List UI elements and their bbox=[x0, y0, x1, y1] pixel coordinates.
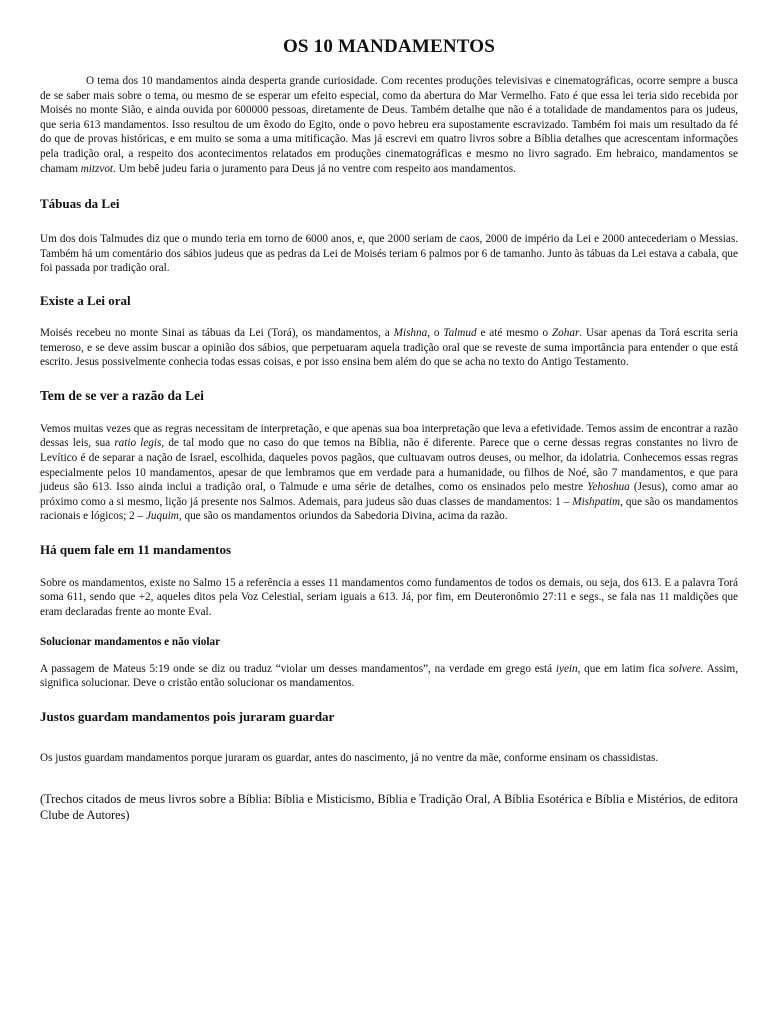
lei-oral-italic-mishna: Mishna bbox=[393, 326, 428, 339]
heading-justos-guardam: Justos guardam mandamentos pois juraram guardar bbox=[40, 708, 335, 724]
razao-text-5: , que são os mandamentos oriundos da Sabedoria Divina, acima da razão. bbox=[178, 510, 508, 523]
heading-solucionar-mandamentos: Solucionar mandamentos e não violar bbox=[40, 635, 221, 648]
document-title: OS 10 MANDAMENTOS bbox=[282, 36, 496, 57]
document-page bbox=[40, 36, 738, 823]
razao-text-4: , que são os mandamentos racionais e lógicos; 2 – bbox=[40, 495, 738, 523]
paragraph-lei-oral bbox=[40, 326, 738, 370]
paragraph-justos-guardam: Os justos guardam mandamentos porque juraram os guardar, antes do nascimento, já no ventre da mãe, conforme ensinam os chassidistas. bbox=[40, 751, 659, 764]
lei-oral-text-1: Moisés recebeu no monte Sinai as tábuas da Lei (Torá), os mandamentos, a bbox=[40, 326, 394, 339]
razao-text-1: Vemos muitas vezes que as regras necessitam de interpretação, e que apenas sua boa interpretação que leva a efetividade. Temos assim de encontrar a razão dessas leis, sua bbox=[40, 422, 738, 450]
heading-tabuas-da-lei: Tábuas da Lei bbox=[40, 196, 120, 212]
intro-text-1: O tema dos 10 mandamentos ainda desperta grande curiosidade. Com recentes produções televisivas e cinematográficas, ocorre sempre a busca de se saber mais sobre o tema, ou mesmo de se esperar um efeito especial, como da abertura do Mar Vermelho. Fato é que essa lei teria sido recebida por Moisés no monte Sião, e ainda ouvida por 600000 pessoas, diretamente de Deus. Também detalhe que não é a totalidade de mandamentos para os judeus, que seria 613 mandamentos. Isso resultou de um êxodo do Egito, onde o povo hebreu era supostamente escravizado. Também foi mais um resultado da fé do que de provas históricas, e em muito se soma a uma mitificação. Mas já escrevi em quatro livros sobre a Bíblia detalhes que acrescentam informações pela tradição oral, a respeito dos acontecimentos relatados em produções cinematográficas e mesmo no livro sagrado. Em hebraico, mandamentos se chamam bbox=[40, 75, 738, 175]
solucionar-italic-solvere: solvere. bbox=[668, 662, 704, 675]
razao-italic-ratio-legis: ratio legis bbox=[114, 437, 162, 450]
lei-oral-italic-talmud: Talmud bbox=[443, 326, 477, 339]
paragraph-tabuas-da-lei: Um dos dois Talmudes diz que o mundo teria em torno de 6000 anos, e, que 2000 seriam de caos, 2000 de império da Lei e 2000 antecederiam o Messias. Também há um comentário dos sábios judeus que as pedras da Lei de Moisés teriam 6 palmos por 6 de tamanho. Junto às tábuas da Lei estava a cabala, que foi passada por tradição oral. bbox=[40, 233, 738, 275]
heading-11-mandamentos: Há quem fale em 11 mandamentos bbox=[40, 541, 232, 557]
paragraph-11-mandamentos: Sobre os mandamentos, existe no Salmo 15 a referência a esses 11 mandamentos como fundamentos de todos os demais, ou seja, dos 613. E a palavra Torá soma 611, sendo que +2, aqueles ditos pela Voz Celestial, seriam iguais a 613. Já, por fim, em Deuteronômio 27:11 e segs., se fala nas 11 maldições que eram declaradas frente ao monte Eval. bbox=[40, 576, 738, 619]
solucionar-text-1: A passagem de Mateus 5:19 onde se diz ou traduz “violar um desses mandamentos”, na verdade em grego está bbox=[40, 662, 556, 675]
intro-text-2: . Um bebê judeu faria o juramento para Deus já no ventre com respeito aos mandamentos. bbox=[113, 162, 516, 175]
solucionar-text-3: Assim, significa solucionar. Deve o cristão então solucionar os mandamentos. bbox=[40, 662, 738, 690]
paragraph-solucionar-mandamentos bbox=[40, 662, 738, 691]
intro-paragraph bbox=[40, 74, 738, 176]
paragraph-razao-da-lei bbox=[40, 422, 738, 524]
razao-italic-yehoshua: Yehoshua bbox=[587, 481, 630, 494]
heading-lei-oral: Existe a Lei oral bbox=[40, 292, 131, 308]
heading-razao-da-lei: Tem de se ver a razão da Lei bbox=[40, 387, 204, 403]
lei-oral-text-4: . Usar apenas da Torá escrita seria temeroso, e se deve assim buscar a opinião dos sábios, que perpetuaram aquela tradição oral que se reveste de suma importância para entender o que está escrito. Jesus possivelmente conhecia todas essas coisas, e por isso ensina bem além do que se acha no texto do Antigo Testamento. bbox=[40, 326, 739, 369]
lei-oral-text-2: , o bbox=[427, 326, 444, 339]
lei-oral-text-3: e até mesmo o bbox=[476, 326, 552, 339]
intro-italic-term: mitzvot bbox=[80, 162, 114, 175]
razao-text-2: , de tal modo que no caso do que temos na Bíblia, não é diferente. Parece que o cerne dessas regras constantes no livro de Levítico é de separar a nação de Israel, escolhida, daqueles povos pagãos, que cultuavam outros deuses, ou melhor, da idolatria. Conhecemos essas regras especialmente pelos 10 mandamentos, apesar de que lembramos que em verdade para a humanidade, ou filhos de Noé, são 7 mandamentos, e que para judeus são 613. Isso ainda inclui a tradição oral, o Talmude e uma série de detalhes, como os ensinados pelo mestre bbox=[40, 437, 738, 494]
solucionar-italic-iyein: iyein, bbox=[555, 662, 581, 675]
lei-oral-italic-zohar: Zohar bbox=[551, 326, 580, 339]
razao-italic-juquim: Juquim bbox=[145, 510, 179, 523]
razao-italic-mishpatim: Mishpatim bbox=[572, 495, 621, 508]
footer-note: (Trechos citados de meus livros sobre a Bíblia: Bíblia e Misticismo, Bíblia e Tradição Oral, A Bíblia Esotérica e Bíblia e Mistérios, de editora Clube de Autores) bbox=[40, 792, 738, 823]
razao-text-3: (Jesus), como amar ao próximo como a si mesmo, lição já presente nos Salmos. Ademais, para judeus são duas classes de mandamentos: 1 – bbox=[40, 481, 738, 508]
solucionar-text-2: que em latim fica bbox=[580, 662, 669, 675]
